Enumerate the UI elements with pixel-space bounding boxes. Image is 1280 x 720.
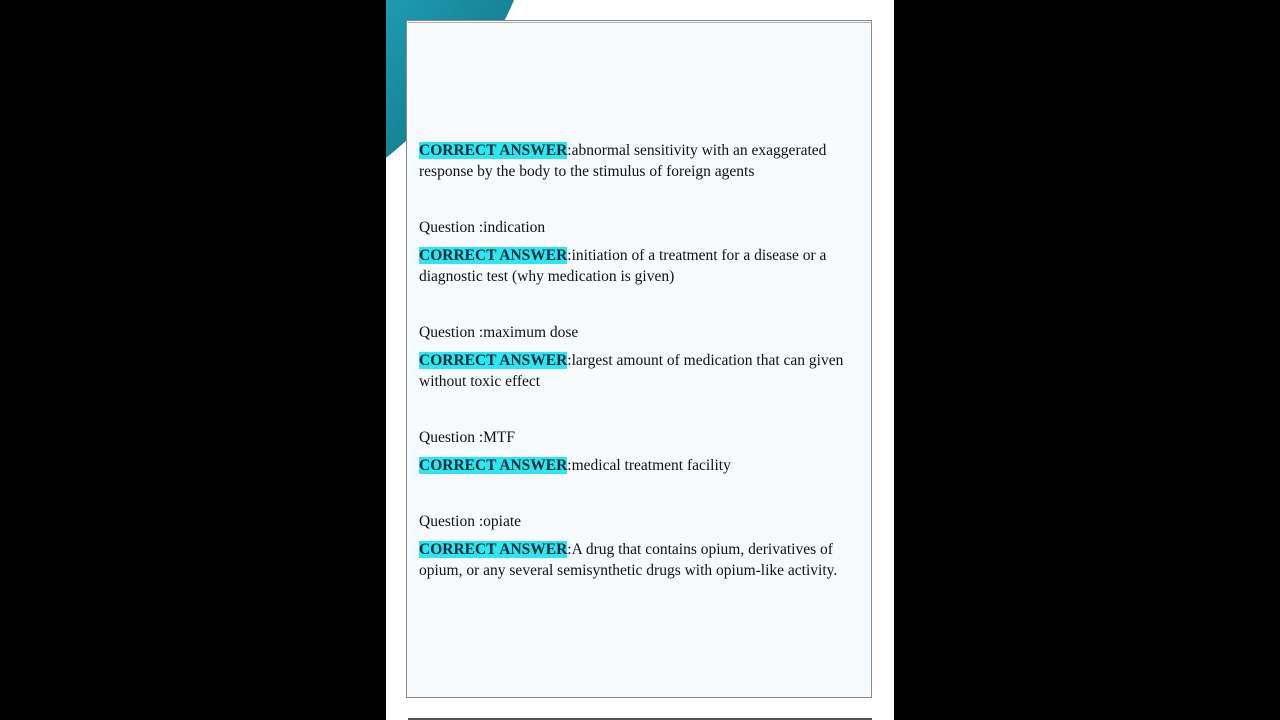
correct-answer-label: CORRECT ANSWER <box>419 541 568 558</box>
answer-text: :medical treatment facility <box>567 457 731 474</box>
question-line: Question :MTF <box>419 429 516 446</box>
answer-line <box>419 140 849 182</box>
answer-text: :largest amount of medication that can given without toxic effect <box>419 352 844 390</box>
answer-text: :A drug that contains opium, derivatives of opium, or any several semisynthetic drugs with opium-like activity. <box>419 541 838 579</box>
correct-answer-label: CORRECT ANSWER <box>419 142 568 159</box>
question-line: Question :indication <box>419 219 546 236</box>
answer-line <box>419 455 849 476</box>
qa-item <box>419 217 849 287</box>
question-line: Question :opiate <box>419 513 522 530</box>
document-page <box>386 0 894 720</box>
answer-line <box>419 539 849 581</box>
top-rule <box>408 22 872 23</box>
qa-item <box>419 511 849 581</box>
correct-answer-label: CORRECT ANSWER <box>419 352 568 369</box>
answer-text: :initiation of a treatment for a disease or a diagnostic test (why medication is given) <box>419 247 827 285</box>
qa-list <box>419 140 849 581</box>
question-line: Question :maximum dose <box>419 324 579 341</box>
answer-line <box>419 350 849 392</box>
qa-item <box>419 322 849 392</box>
answer-line <box>419 245 849 287</box>
answer-text: :abnormal sensitivity with an exaggerated response by the body to the stimulus of foreign agents <box>419 142 827 180</box>
qa-item <box>419 427 849 476</box>
correct-answer-label: CORRECT ANSWER <box>419 457 568 474</box>
correct-answer-label: CORRECT ANSWER <box>419 247 568 264</box>
qa-item <box>419 140 849 182</box>
